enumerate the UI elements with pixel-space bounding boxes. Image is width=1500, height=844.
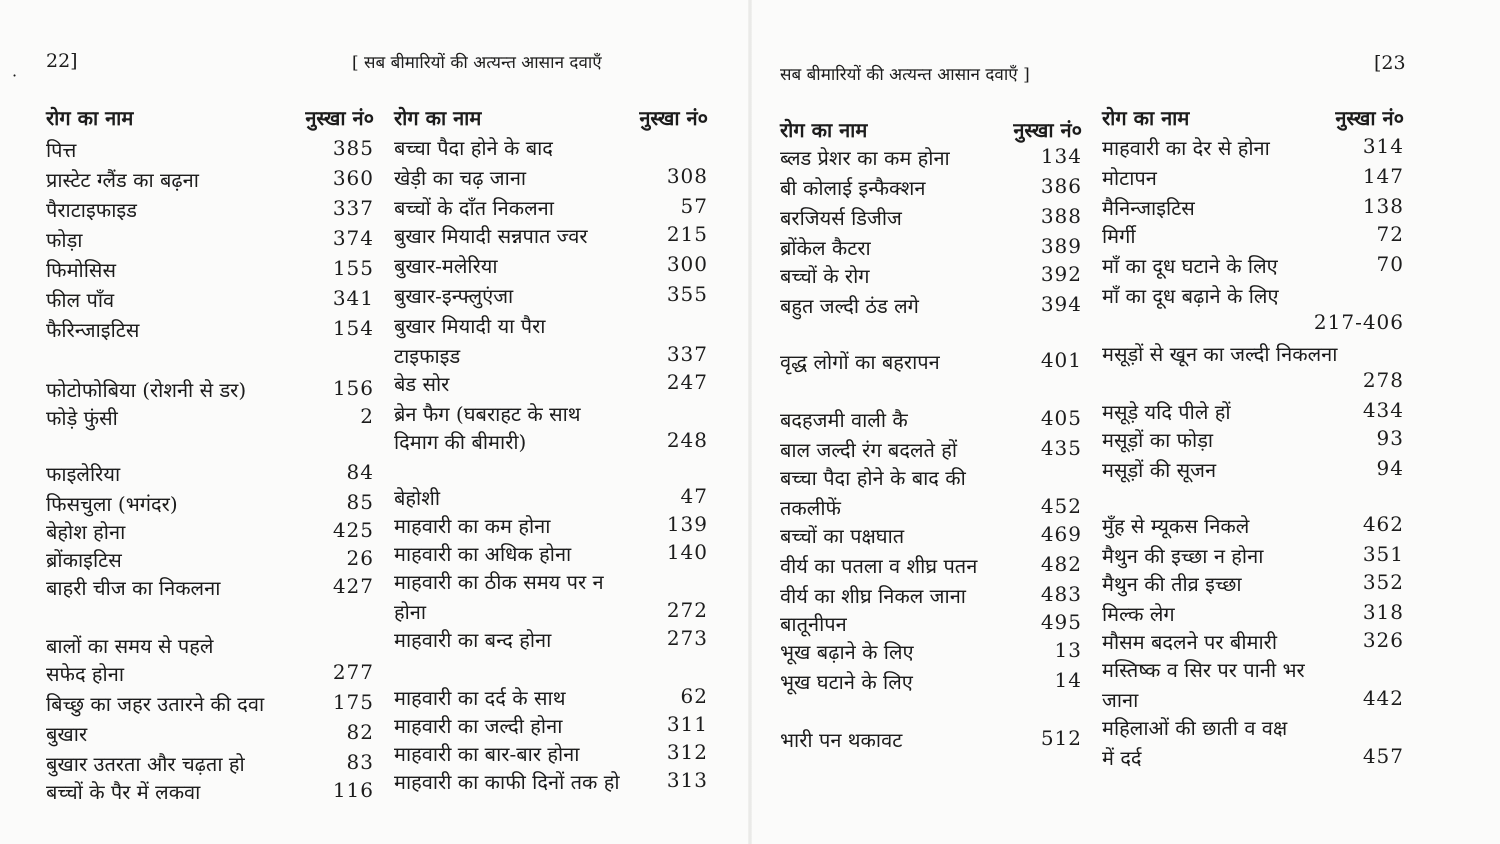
index-entry (1102, 194, 1404, 223)
remedy-number: 425 (332, 518, 374, 542)
remedy-number: 82 (346, 720, 374, 744)
disease-name: मोटापन (1102, 166, 1157, 190)
disease-name: बुखार-इन्फ्लुएंजा (394, 284, 514, 308)
disease-name: बेहोशी (394, 486, 440, 510)
remedy-number: 2 (360, 404, 374, 428)
index-entry (382, 134, 708, 163)
disease-name: फिमोसिस (46, 258, 116, 282)
remedy-number: 462 (1362, 512, 1404, 536)
index-entry (382, 712, 708, 741)
disease-name: बातूनीपन (780, 612, 847, 636)
disease-name: महिलाओं की छाती व वक्ष (1102, 716, 1288, 740)
disease-name: वृद्ध लोगों का बहरापन (780, 350, 940, 374)
disease-name: बच्चा पैदा होने के बाद (394, 136, 553, 160)
index-column-1 (780, 112, 1082, 812)
index-entry (1102, 164, 1404, 193)
remedy-number: 314 (1362, 134, 1404, 158)
index-entry (46, 490, 374, 519)
index-entry (780, 144, 1082, 173)
column-header-number: नुस्खा नं० (1013, 118, 1082, 142)
remedy-number: 457 (1362, 744, 1404, 768)
disease-name: ब्रेन फैग (घबराहट के साथ (394, 402, 581, 426)
index-entry (780, 638, 1082, 667)
disease-name: बच्चों के पैर में लकवा (46, 780, 201, 804)
right-page (750, 0, 1500, 844)
remedy-number: 26 (346, 546, 374, 570)
column-header-name: रोग का नाम (394, 106, 482, 130)
remedy-number: 70 (1376, 252, 1404, 276)
remedy-number: 374 (332, 226, 374, 250)
remedy-number: 355 (666, 282, 708, 306)
remedy-number: 434 (1362, 398, 1404, 422)
index-entry (382, 194, 708, 223)
column-header-number: नुस्खा नं० (305, 106, 374, 130)
column-header-number: नुस्खा नं० (1335, 106, 1404, 130)
index-entry (46, 286, 374, 315)
remedy-number: 388 (1040, 204, 1082, 228)
index-entry (46, 750, 374, 779)
disease-name: फिसचुला (भगंदर) (46, 492, 178, 516)
disease-name: भूख घटाने के लिए (780, 670, 913, 694)
index-column-2 (1102, 104, 1404, 804)
index-entry (46, 460, 374, 489)
remedy-number: 62 (680, 684, 708, 708)
index-entry (382, 512, 708, 541)
index-entry (382, 684, 708, 713)
index-entry (1102, 656, 1404, 685)
index-entry (1102, 398, 1404, 427)
index-entry (1102, 252, 1404, 281)
disease-name: फोटोफोबिया (रोशनी से डर) (46, 378, 247, 402)
remedy-number: 83 (346, 750, 374, 774)
disease-name: फोड़ा (46, 228, 83, 252)
remedy-number: 512 (1040, 726, 1082, 750)
index-column-2 (382, 104, 708, 804)
disease-name: ब्लड प्रेशर का कम होना (780, 146, 950, 170)
remedy-number: 483 (1040, 582, 1082, 606)
remedy-number: 156 (332, 376, 374, 400)
index-entry (780, 436, 1082, 465)
remedy-number: 337 (332, 196, 374, 220)
index-entry (1102, 368, 1404, 397)
index-entry (46, 166, 374, 195)
index-column-1 (46, 104, 374, 804)
remedy-number: 139 (666, 512, 708, 536)
disease-name: मसूड़ों का फोड़ा (1102, 428, 1214, 452)
remedy-number: 318 (1362, 600, 1404, 624)
disease-name: बुखार (46, 722, 88, 746)
disease-name: बच्चा पैदा होने के बाद की (780, 466, 966, 490)
disease-name: मुँह से म्यूकस निकले (1102, 514, 1250, 538)
disease-name: वीर्य का शीघ्र निकल जाना (780, 584, 966, 608)
disease-name: बुखार मियादी या पैरा (394, 314, 546, 338)
index-entry (1102, 686, 1404, 715)
remedy-number: 312 (666, 740, 708, 764)
index-entry (46, 660, 374, 689)
disease-name: दिमाग की बीमारी) (394, 430, 527, 454)
remedy-number: 140 (666, 540, 708, 564)
index-entry (46, 632, 374, 661)
disease-name: ब्रोंकाइटिस (46, 548, 122, 572)
remedy-number: 134 (1040, 144, 1082, 168)
remedy-number: 300 (666, 252, 708, 276)
disease-name: बालों का समय से पहले (46, 634, 214, 658)
disease-name: बेहोश होना (46, 520, 126, 544)
remedy-number: 392 (1040, 262, 1082, 286)
index-entry (1102, 744, 1404, 773)
index-entry (780, 406, 1082, 435)
disease-name: बच्चों का पक्षघात (780, 524, 905, 548)
remedy-number: 385 (332, 136, 374, 160)
index-entry (382, 400, 708, 429)
remedy-number: 313 (666, 768, 708, 792)
index-entry (780, 262, 1082, 291)
running-head: सब बीमारियों की अत्यन्त आसान दवाएँ ] (780, 65, 1030, 85)
remedy-number: 14 (1054, 668, 1082, 692)
disease-name: बुखार मियादी सन्नपात ज्वर (394, 224, 588, 248)
remedy-number: 84 (346, 460, 374, 484)
index-entry (46, 196, 374, 225)
index-entry (382, 428, 708, 457)
index-entry (780, 348, 1082, 377)
column-header-name: रोग का नाम (1102, 106, 1190, 130)
index-entry (382, 282, 708, 311)
page-number: 22] (46, 50, 78, 72)
remedy-number: 435 (1040, 436, 1082, 460)
index-entry (1102, 456, 1404, 485)
index-entry (46, 690, 374, 719)
disease-name: मसूड़े यदि पीले हों (1102, 400, 1231, 424)
remedy-number: 217-406 (1313, 310, 1404, 334)
index-entry (382, 568, 708, 597)
index-entry (1102, 426, 1404, 455)
remedy-number: 272 (666, 598, 708, 622)
disease-name: मैनिन्जाइटिस (1102, 196, 1195, 220)
disease-name: होना (394, 600, 427, 624)
disease-name: माहवारी का देर से होना (1102, 136, 1270, 160)
disease-name: बदहजमी वाली कै (780, 408, 908, 432)
disease-name: बिच्छु का जहर उतारने की दवा (46, 692, 265, 716)
column-header (780, 116, 1082, 143)
remedy-number: 247 (666, 370, 708, 394)
disease-name: खेड़ी का चढ़ जाना (394, 166, 527, 190)
disease-name: माहवारी का कम होना (394, 514, 551, 538)
disease-name: बच्चों के रोग (780, 264, 870, 288)
remedy-number: 389 (1040, 234, 1082, 258)
index-entry (382, 598, 708, 627)
index-entry (382, 484, 708, 513)
disease-name: मस्तिष्क व सिर पर पानी भर (1102, 658, 1305, 682)
remedy-number: 248 (666, 428, 708, 452)
remedy-number: 138 (1362, 194, 1404, 218)
remedy-number: 427 (332, 574, 374, 598)
column-header (1102, 104, 1404, 131)
remedy-number: 326 (1362, 628, 1404, 652)
disease-name: फाइलेरिया (46, 462, 121, 486)
disease-name: बच्चों के दाँत निकलना (394, 196, 554, 220)
remedy-number: 13 (1054, 638, 1082, 662)
remedy-number: 352 (1362, 570, 1404, 594)
remedy-number: 277 (332, 660, 374, 684)
index-entry (780, 292, 1082, 321)
remedy-number: 401 (1040, 348, 1082, 372)
remedy-number: 360 (332, 166, 374, 190)
disease-name: फैरिन्जाइटिस (46, 318, 140, 342)
disease-name: जाना (1102, 688, 1139, 712)
index-entry (46, 546, 374, 575)
index-entry (1102, 222, 1404, 251)
disease-name: टाइफाइड (394, 344, 461, 368)
index-entry (780, 204, 1082, 233)
index-entry (780, 174, 1082, 203)
disease-name: मौसम बदलने पर बीमारी (1102, 630, 1278, 654)
index-entry (46, 136, 374, 165)
remedy-number: 405 (1040, 406, 1082, 430)
column-header-number: नुस्खा नं० (639, 106, 708, 130)
remedy-number: 215 (666, 222, 708, 246)
running-head: [ सब बीमारियों की अत्यन्त आसान दवाएँ (352, 53, 602, 73)
remedy-number: 495 (1040, 610, 1082, 634)
index-entry (1102, 600, 1404, 629)
index-entry (780, 234, 1082, 263)
index-entry (382, 626, 708, 655)
remedy-number: 94 (1376, 456, 1404, 480)
index-entry (382, 312, 708, 341)
index-entry (382, 740, 708, 769)
index-entry (780, 494, 1082, 523)
remedy-number: 337 (666, 342, 708, 366)
index-entry (1102, 628, 1404, 657)
index-entry (382, 342, 708, 371)
remedy-number: 175 (332, 690, 374, 714)
index-entry (46, 226, 374, 255)
index-entry (780, 726, 1082, 755)
disease-name: मसूड़ों की सूजन (1102, 458, 1217, 482)
disease-name: प्रास्टेट ग्लैंड का बढ़ना (46, 168, 199, 192)
remedy-number: 93 (1376, 426, 1404, 450)
remedy-number: 386 (1040, 174, 1082, 198)
remedy-number: 311 (666, 712, 708, 736)
index-entry (1102, 340, 1404, 369)
remedy-number: 85 (346, 490, 374, 514)
index-entry (1102, 134, 1404, 163)
index-entry (382, 370, 708, 399)
disease-name: पित्त (46, 138, 77, 162)
page-number: [23 (1374, 52, 1406, 74)
disease-name: में दर्द (1102, 746, 1142, 770)
index-entry (382, 252, 708, 281)
index-entry (780, 464, 1082, 493)
index-entry (382, 222, 708, 251)
index-entry (382, 768, 708, 797)
remedy-number: 116 (332, 778, 374, 802)
disease-name: माहवारी का ठीक समय पर न (394, 570, 604, 594)
disease-name: बुखार उतरता और चढ़ता हो (46, 752, 245, 776)
disease-name: माँ का दूध बढ़ाने के लिए (1102, 284, 1279, 308)
remedy-number: 154 (332, 316, 374, 340)
remedy-number: 147 (1362, 164, 1404, 188)
remedy-number: 351 (1362, 542, 1404, 566)
index-entry (1102, 714, 1404, 743)
disease-name: बाल जल्दी रंग बदलते हों (780, 438, 958, 462)
disease-name: फील पाँव (46, 288, 115, 312)
disease-name: भूख बढ़ाने के लिए (780, 640, 914, 664)
disease-name: माहवारी का बन्द होना (394, 628, 552, 652)
column-header (394, 104, 708, 131)
disease-name: माहवारी का जल्दी होना (394, 714, 563, 738)
index-entry (46, 256, 374, 285)
disease-name: बाहरी चीज का निकलना (46, 576, 221, 600)
index-entry (780, 610, 1082, 639)
index-entry (1102, 282, 1404, 311)
disease-name: फोड़े फुंसी (46, 406, 118, 430)
remedy-number: 394 (1040, 292, 1082, 316)
disease-name: मिर्गी (1102, 224, 1136, 248)
disease-name: मैथुन की इच्छा न होना (1102, 544, 1264, 568)
disease-name: माहवारी का दर्द के साथ (394, 686, 566, 710)
index-entry (780, 582, 1082, 611)
disease-name: पैराटाइफाइड (46, 198, 137, 222)
disease-name: मिल्क लेग (1102, 602, 1175, 626)
index-entry (46, 376, 374, 405)
disease-name: बरजियर्स डिजीज (780, 206, 902, 230)
disease-name: बी कोलाई इन्फैक्शन (780, 176, 926, 200)
disease-name: ब्रोंकेल कैटरा (780, 236, 871, 260)
column-header-name: रोग का नाम (780, 118, 868, 142)
remedy-number: 482 (1040, 552, 1082, 576)
index-entry (1102, 310, 1404, 339)
disease-name: माहवारी का अधिक होना (394, 542, 572, 566)
index-entry (1102, 570, 1404, 599)
column-header (46, 104, 374, 131)
disease-name: बेड सोर (394, 372, 450, 396)
disease-name: भारी पन थकावट (780, 728, 903, 752)
index-entry (780, 522, 1082, 551)
index-entry (46, 518, 374, 547)
index-entry (46, 316, 374, 345)
remedy-number: 155 (332, 256, 374, 280)
index-entry (382, 540, 708, 569)
remedy-number: 442 (1362, 686, 1404, 710)
column-header-name: रोग का नाम (46, 106, 134, 130)
remedy-number: 47 (680, 484, 708, 508)
index-entry (780, 668, 1082, 697)
index-entry (382, 164, 708, 193)
remedy-number: 452 (1040, 494, 1082, 518)
index-entry (46, 778, 374, 807)
index-entry (46, 720, 374, 749)
index-entry (780, 552, 1082, 581)
index-entry (1102, 542, 1404, 571)
remedy-number: 469 (1040, 522, 1082, 546)
disease-name: तकलीफें (780, 496, 841, 520)
remedy-number: 308 (666, 164, 708, 188)
index-entry (46, 574, 374, 603)
disease-name: मसूड़ों से खून का जल्दी निकलना (1102, 342, 1338, 366)
remedy-number: 341 (332, 286, 374, 310)
disease-name: सफेद होना (46, 662, 124, 686)
remedy-number: 72 (1376, 222, 1404, 246)
disease-name: माँ का दूध घटाने के लिए (1102, 254, 1278, 278)
disease-name: बुखार-मलेरिया (394, 254, 498, 278)
index-entry (1102, 512, 1404, 541)
remedy-number: 273 (666, 626, 708, 650)
disease-name: मैथुन की तीव्र इच्छा (1102, 572, 1242, 596)
remedy-number: 57 (680, 194, 708, 218)
disease-name: माहवारी का बार-बार होना (394, 742, 580, 766)
index-entry (46, 404, 374, 433)
disease-name: माहवारी का काफी दिनों तक हो (394, 770, 620, 794)
disease-name: वीर्य का पतला व शीघ्र पतन (780, 554, 978, 578)
remedy-number: 278 (1362, 368, 1404, 392)
stray-dot: · (12, 66, 18, 85)
disease-name: बहुत जल्दी ठंड लगे (780, 294, 919, 318)
